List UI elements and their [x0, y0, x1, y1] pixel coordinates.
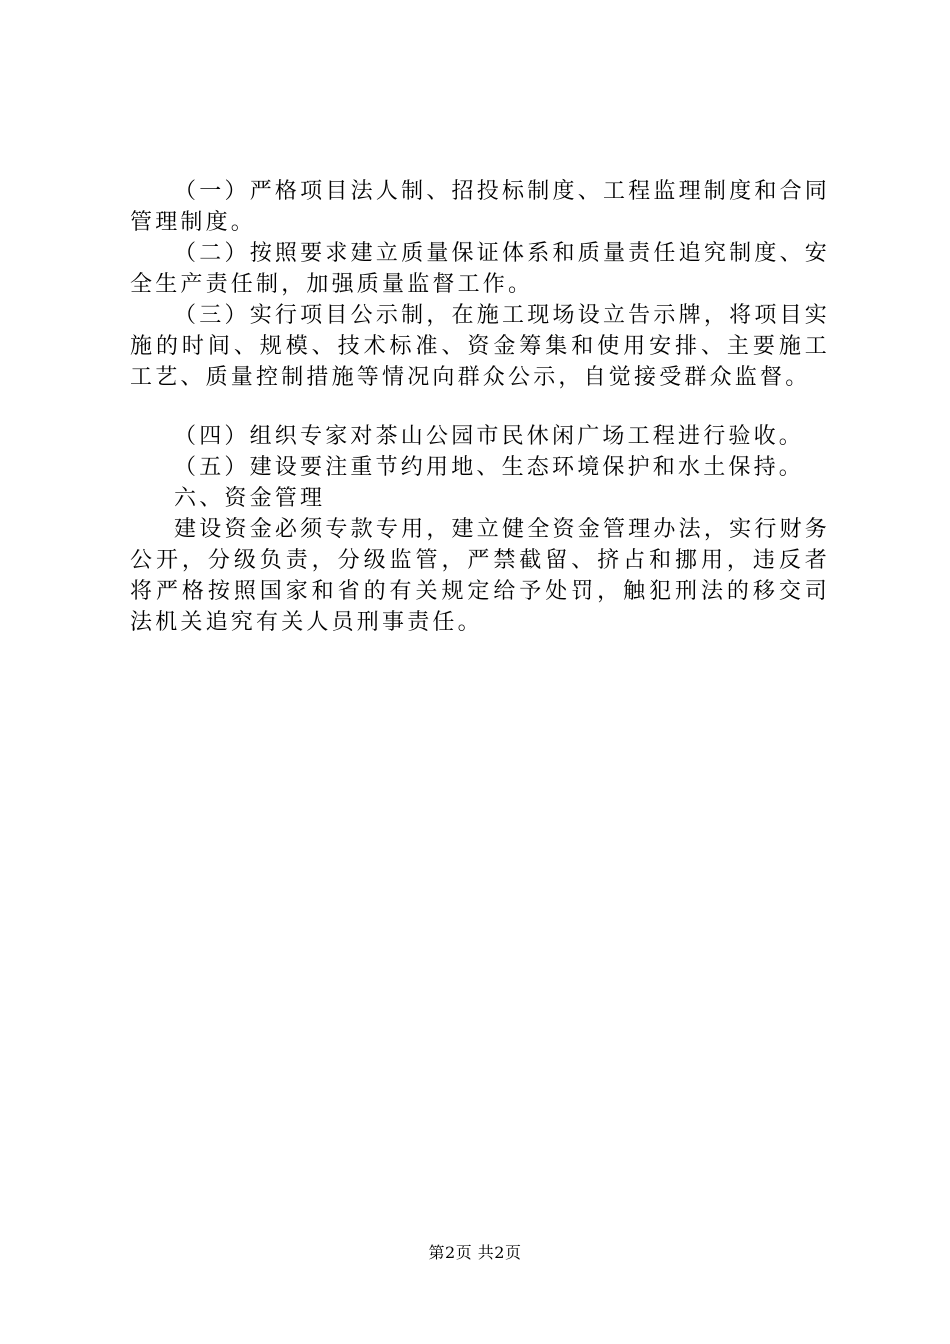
paragraph-4: （四）组织专家对茶山公园市民休闲广场工程进行验收。	[174, 424, 805, 449]
page-footer	[0, 1243, 950, 1263]
paragraph-2: （二）按照要求建立质量保证体系和质量责任追究制度、安全生产责任制，加强质量监督工作。	[130, 241, 830, 297]
section-heading: 六、资金管理	[174, 486, 326, 511]
document-body	[130, 176, 830, 638]
page-number: 第2页 共2页	[428, 1243, 522, 1262]
paragraph-1: （一）严格项目法人制、招投标制度、工程监理制度和合同管理制度。	[130, 179, 830, 235]
paragraph-spacer	[130, 393, 830, 421]
paragraph-6: 建设资金必须专款专用，建立健全资金管理办法，实行财务公开，分级负责，分级监管，严禁截留、挤占和挪用，违反者将严格按照国家和省的有关规定给予处罚，触犯刑法的移交司法机关追究有关人员刑事责任。	[130, 517, 830, 635]
paragraph-5: （五）建设要注重节约用地、生态环境保护和水土保持。	[174, 455, 805, 480]
paragraph-3: （三）实行项目公示制，在施工现场设立告示牌，将项目实施的时间、规模、技术标准、资金筹集和使用安排、主要施工工艺、质量控制措施等情况向群众公示，自觉接受群众监督。	[130, 303, 830, 390]
